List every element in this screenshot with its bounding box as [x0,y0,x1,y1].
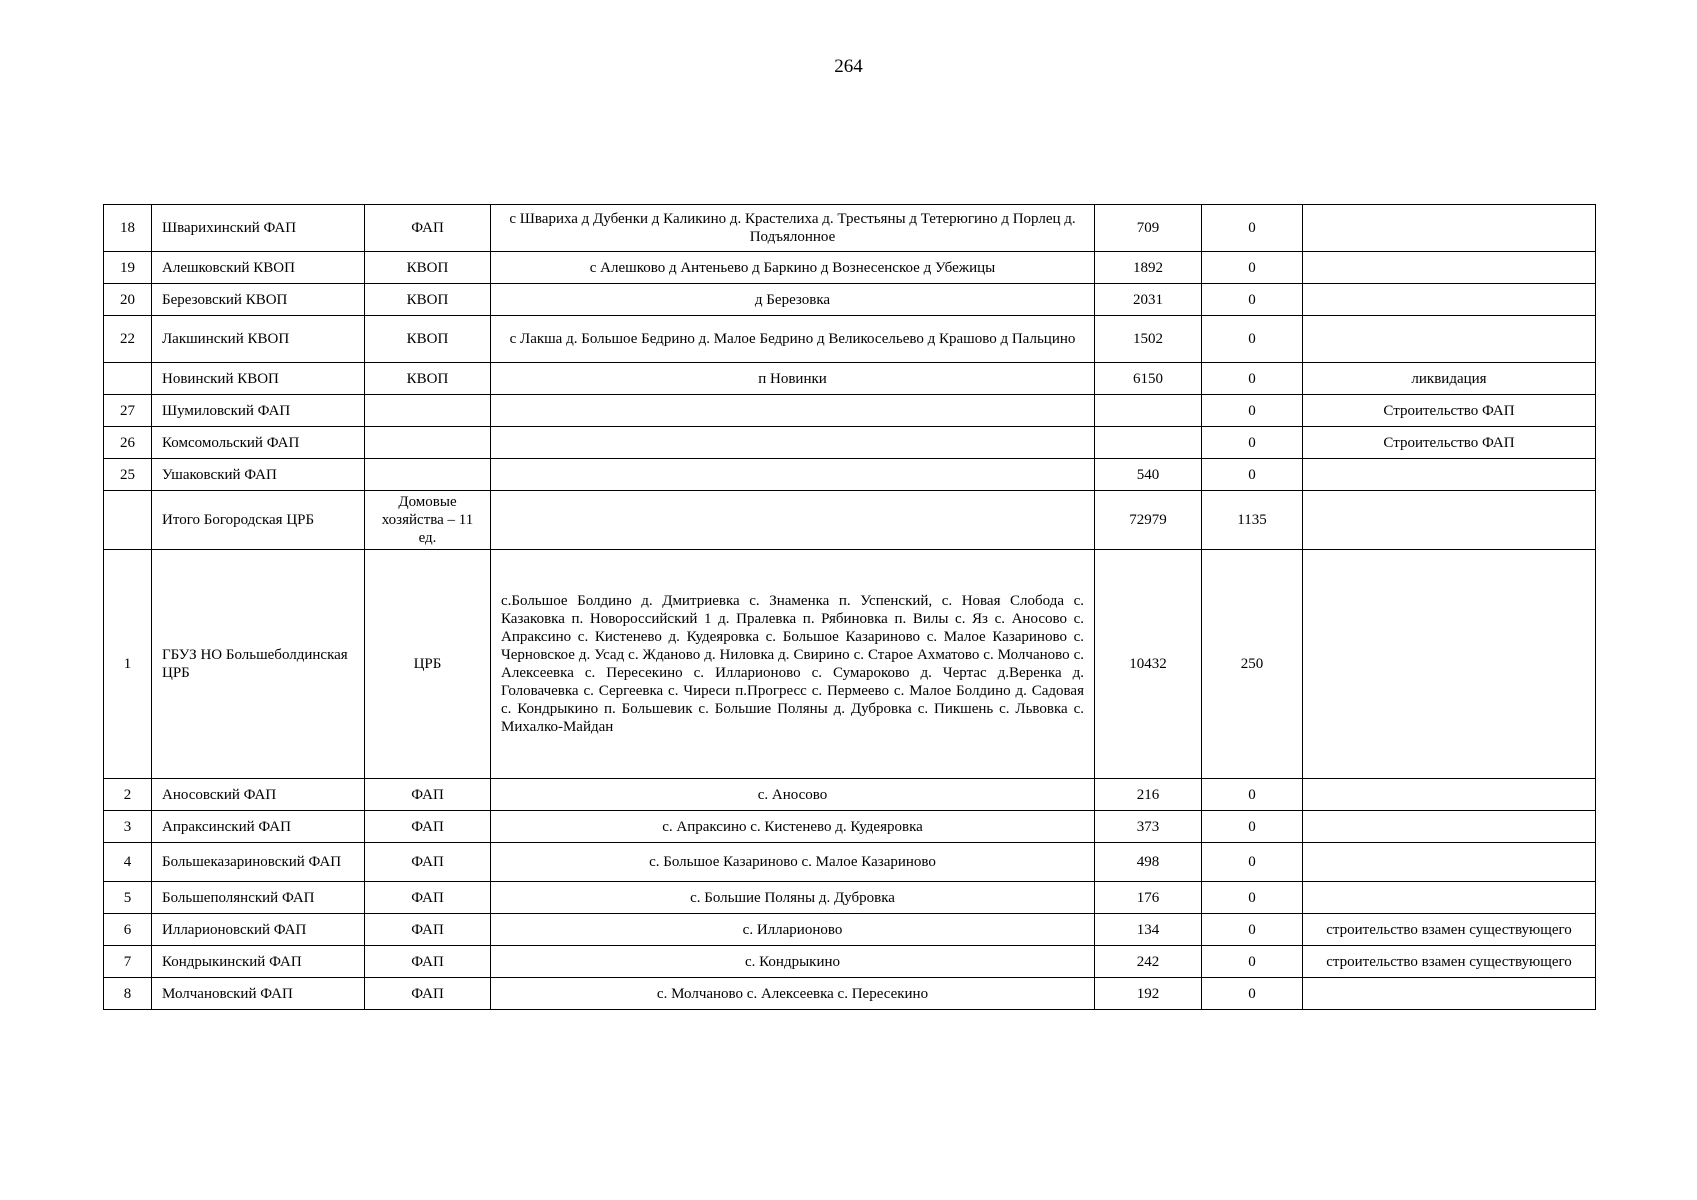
facilities-table [103,204,1596,1010]
note-cell: Строительство ФАП [1303,427,1596,459]
note-cell: ликвидация [1303,363,1596,395]
row-number-cell: 25 [104,459,152,491]
facility-type-cell: КВОП [365,284,491,316]
count-cell: 0 [1202,811,1303,843]
table-row [104,491,1596,550]
table-row [104,550,1596,779]
population-cell: 176 [1095,882,1202,914]
table-row [104,946,1596,978]
note-cell [1303,843,1596,882]
settlements-cell [491,395,1095,427]
facility-type-cell: ФАП [365,779,491,811]
settlements-cell: с. Молчаново с. Алексеевка с. Пересекино [491,978,1095,1010]
table-row [104,811,1596,843]
facility-type-cell: ФАП [365,882,491,914]
facility-name-cell: Березовский КВОП [152,284,365,316]
facility-type-cell [365,427,491,459]
note-cell [1303,459,1596,491]
row-number-cell: 5 [104,882,152,914]
table-row [104,882,1596,914]
facility-type-cell: ФАП [365,205,491,252]
population-cell [1095,395,1202,427]
note-cell [1303,811,1596,843]
count-cell: 0 [1202,843,1303,882]
count-cell: 0 [1202,946,1303,978]
population-cell: 242 [1095,946,1202,978]
note-cell [1303,978,1596,1010]
count-cell: 0 [1202,427,1303,459]
table-row [104,316,1596,363]
facility-name-cell: Илларионовский ФАП [152,914,365,946]
note-cell [1303,779,1596,811]
page-number: 264 [834,56,863,77]
settlements-cell: с Алешково д Антеньево д Баркино д Вознесенское д Убежицы [491,252,1095,284]
facility-type-cell: ФАП [365,978,491,1010]
population-cell: 10432 [1095,550,1202,779]
settlements-cell: с. Большие Поляны д. Дубровка [491,882,1095,914]
table-row [104,779,1596,811]
facility-type-cell: ФАП [365,811,491,843]
note-cell [1303,491,1596,550]
note-cell [1303,882,1596,914]
population-cell: 134 [1095,914,1202,946]
count-cell: 0 [1202,284,1303,316]
row-number-cell: 20 [104,284,152,316]
population-cell: 709 [1095,205,1202,252]
settlements-cell: п Новинки [491,363,1095,395]
population-cell: 1892 [1095,252,1202,284]
facility-type-cell: ФАП [365,843,491,882]
row-number-cell: 7 [104,946,152,978]
note-cell [1303,550,1596,779]
facility-name-cell: Шварихинский ФАП [152,205,365,252]
facility-name-cell: Новинский КВОП [152,363,365,395]
facility-type-cell: Домовые хозяйства – 11 ед. [365,491,491,550]
row-number-cell [104,363,152,395]
count-cell: 0 [1202,363,1303,395]
facility-name-cell: Ушаковский ФАП [152,459,365,491]
facility-name-cell: Шумиловский ФАП [152,395,365,427]
population-cell: 498 [1095,843,1202,882]
population-cell: 216 [1095,779,1202,811]
facility-type-cell: КВОП [365,316,491,363]
facility-name-cell: Итого Богородская ЦРБ [152,491,365,550]
facility-name-cell: Лакшинский КВОП [152,316,365,363]
note-cell [1303,205,1596,252]
facility-name-cell: Аносовский ФАП [152,779,365,811]
facility-type-cell [365,459,491,491]
facility-name-cell: Большеполянский ФАП [152,882,365,914]
settlements-cell [491,427,1095,459]
table-row [104,363,1596,395]
note-cell: строительство взамен существующего [1303,914,1596,946]
population-cell: 192 [1095,978,1202,1010]
table-row [104,978,1596,1010]
table-row [104,914,1596,946]
row-number-cell: 2 [104,779,152,811]
facility-type-cell: ЦРБ [365,550,491,779]
count-cell: 0 [1202,978,1303,1010]
note-cell [1303,316,1596,363]
population-cell [1095,427,1202,459]
table-row [104,843,1596,882]
table-row [104,284,1596,316]
settlements-cell: с. Аносово [491,779,1095,811]
population-cell: 1502 [1095,316,1202,363]
row-number-cell: 8 [104,978,152,1010]
settlements-cell: с. Апраксино с. Кистенево д. Кудеяровка [491,811,1095,843]
facility-name-cell: Большеказариновский ФАП [152,843,365,882]
settlements-cell: с Швариха д Дубенки д Каликино д. Крастелиха д. Трестьяны д Тетерюгино д Порлец д. Подъялонное [491,205,1095,252]
row-number-cell: 1 [104,550,152,779]
note-cell [1303,284,1596,316]
table-body [104,205,1596,1010]
note-cell: Строительство ФАП [1303,395,1596,427]
count-cell: 0 [1202,882,1303,914]
count-cell: 1135 [1202,491,1303,550]
row-number-cell: 27 [104,395,152,427]
population-cell: 373 [1095,811,1202,843]
note-cell: строительство взамен существующего [1303,946,1596,978]
facility-name-cell: Апраксинский ФАП [152,811,365,843]
table-row [104,459,1596,491]
row-number-cell: 19 [104,252,152,284]
row-number-cell: 22 [104,316,152,363]
count-cell: 0 [1202,459,1303,491]
settlements-cell [491,491,1095,550]
population-cell: 540 [1095,459,1202,491]
row-number-cell [104,491,152,550]
row-number-cell: 3 [104,811,152,843]
facility-type-cell: КВОП [365,363,491,395]
row-number-cell: 6 [104,914,152,946]
facility-type-cell [365,395,491,427]
settlements-cell: с.Большое Болдино д. Дмитриевка с. Знаменка п. Успенский, с. Новая Слобода с. Казаковка п. Новороссийский 1 д. Пралевка п. Рябиновка п. Вилы с. Яз с. Аносово с. Апраксино с. Кистенево д. Кудеяровка с. Большое Казариново с. Малое Казариново с. Черновское д. Усад с. Жданово д. Ниловка д. Свирино с. Старое Ахматово с. Молчаново с. Алексеевка с. Пересекино с. Илларионово с. Сумароково д. Чертас д.Веренка д. Головачевка с. Сергеевка с. Чиреси п.Прогресс с. Пермеево с. Малое Болдино д. Садовая с. Кондрыкино п. Большевик с. Большие Поляны д. Дубровка с. Пикшень с. Львовка с. Михалко-Майдан [491,550,1095,779]
settlements-cell: с. Кондрыкино [491,946,1095,978]
population-cell: 6150 [1095,363,1202,395]
population-cell: 2031 [1095,284,1202,316]
table-row [104,205,1596,252]
table-row [104,395,1596,427]
settlements-cell [491,459,1095,491]
settlements-cell: с Лакша д. Большое Бедрино д. Малое Бедрино д Великосельево д Крашово д Пальцино [491,316,1095,363]
facility-name-cell: Комсомольский ФАП [152,427,365,459]
row-number-cell: 26 [104,427,152,459]
facility-name-cell: Кондрыкинский ФАП [152,946,365,978]
count-cell: 0 [1202,914,1303,946]
table-row [104,252,1596,284]
note-cell [1303,252,1596,284]
facility-name-cell: Алешковский КВОП [152,252,365,284]
count-cell: 0 [1202,252,1303,284]
facility-type-cell: КВОП [365,252,491,284]
count-cell: 0 [1202,316,1303,363]
facility-name-cell: Молчановский ФАП [152,978,365,1010]
population-cell: 72979 [1095,491,1202,550]
count-cell: 0 [1202,205,1303,252]
settlements-cell: с. Илларионово [491,914,1095,946]
row-number-cell: 4 [104,843,152,882]
count-cell: 250 [1202,550,1303,779]
settlements-cell: д Березовка [491,284,1095,316]
facility-type-cell: ФАП [365,914,491,946]
count-cell: 0 [1202,779,1303,811]
facility-type-cell: ФАП [365,946,491,978]
count-cell: 0 [1202,395,1303,427]
settlements-cell: с. Большое Казариново с. Малое Казариново [491,843,1095,882]
row-number-cell: 18 [104,205,152,252]
facility-name-cell: ГБУЗ НО Большеболдинская ЦРБ [152,550,365,779]
table-row [104,427,1596,459]
